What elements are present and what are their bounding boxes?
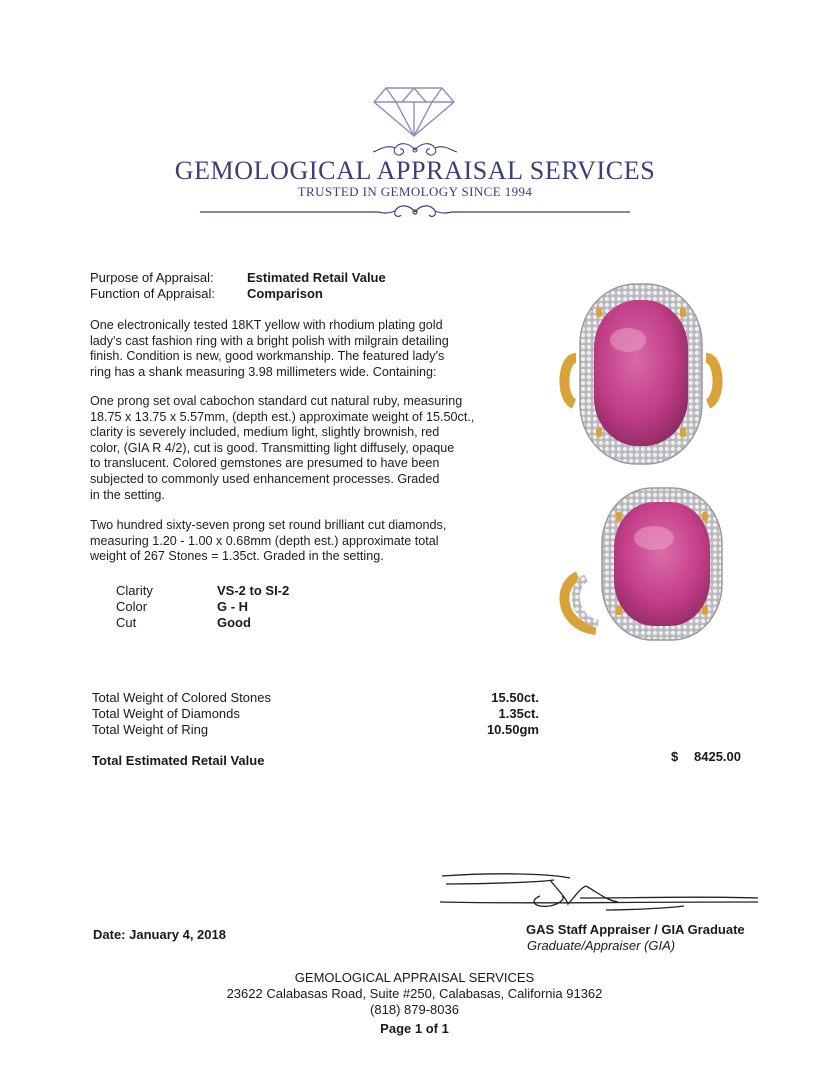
appraiser-signature	[440, 868, 760, 920]
diamond-logo-icon	[372, 86, 456, 138]
footer-address: 23622 Calabasas Road, Suite #250, Calabasas, California 91362	[226, 986, 603, 1001]
ring-description-line: finish. Condition is new, good workmanship. The featured lady's	[90, 349, 445, 364]
clarity-label: Clarity	[116, 583, 153, 598]
cut-value: Good	[217, 615, 251, 630]
diamond-description-line: measuring 1.20 - 1.00 x 0.68mm (depth est.) approximate total	[90, 533, 439, 548]
ruby-description-line: to translucent. Colored gemstones are presumed to have been	[90, 456, 440, 471]
ruby-description-line: color, (GIA R 4/2), cut is good. Transmitting light diffusely, opaque	[90, 440, 455, 455]
total-retail-value-label: Total Estimated Retail Value	[92, 753, 265, 768]
cut-label: Cut	[116, 615, 137, 630]
color-value: G - H	[217, 599, 249, 614]
currency-symbol: $	[671, 749, 679, 764]
appraiser-title: GAS Staff Appraiser / GIA Graduate	[526, 922, 745, 937]
page-number: Page 1 of 1	[380, 1021, 449, 1036]
total-colored-stones-value: 15.50ct.	[491, 690, 539, 705]
diamond-description-line: weight of 267 Stones = 1.35ct. Graded in the setting.	[90, 549, 384, 564]
purpose-value: Estimated Retail Value	[247, 270, 386, 285]
total-colored-stones-label: Total Weight of Colored Stones	[92, 690, 271, 705]
total-ring-weight-value: 10.50gm	[486, 722, 539, 737]
appraisal-date: Date: January 4, 2018	[93, 927, 226, 942]
footer-phone: (818) 879-8036	[370, 1002, 459, 1017]
company-logo-title: GEMOLOGICAL APPRAISAL SERVICES	[174, 156, 656, 185]
ruby-description-line: One prong set oval cabochon standard cut natural ruby, measuring	[90, 394, 463, 408]
ruby-description-line: clarity is severely included, medium light, slightly brownish, red	[90, 425, 440, 440]
total-retail-value: 8425.00	[694, 749, 741, 764]
footer-company: GEMOLOGICAL APPRAISAL SERVICES	[294, 970, 535, 985]
ring-photo-angle	[556, 486, 726, 646]
ruby-description-line: 18.75 x 13.75 x 5.57mm, (depth est.) approximate weight of 15.50ct.,	[90, 409, 475, 424]
ruby-description-line: in the setting.	[90, 487, 165, 502]
header-divider	[200, 202, 630, 222]
ruby-description-line: subjected to commonly used enhancement processes. Graded	[90, 471, 440, 486]
appraiser-subtitle: Graduate/Appraiser (GIA)	[527, 938, 676, 953]
color-label: Color	[116, 599, 148, 614]
clarity-value: VS-2 to SI-2	[217, 583, 290, 598]
ring-description	[90, 318, 449, 380]
purpose-label: Purpose of Appraisal:	[90, 270, 214, 285]
total-diamonds-value: 1.35ct.	[498, 706, 539, 721]
ring-description-line: ring has a shank measuring 3.98 millimeters wide. Containing:	[90, 364, 437, 379]
total-ring-weight-label: Total Weight of Ring	[92, 722, 209, 737]
diamond-description	[90, 518, 446, 565]
ring-description-line: lady's cast fashion ring with a bright polish with milgrain detailing	[90, 333, 449, 348]
company-tagline: TRUSTED IN GEMOLOGY SINCE 1994	[297, 184, 533, 199]
total-diamonds-label: Total Weight of Diamonds	[92, 706, 240, 721]
ring-photo-top	[556, 278, 726, 478]
function-label: Function of Appraisal:	[90, 286, 216, 301]
ruby-description	[90, 394, 474, 503]
function-value: Comparison	[247, 286, 323, 301]
diamond-description-line: Two hundred sixty-seven prong set round brilliant cut diamonds,	[90, 518, 447, 532]
ring-description-line: One electronically tested 18KT yellow with rhodium plating gold	[90, 318, 443, 332]
